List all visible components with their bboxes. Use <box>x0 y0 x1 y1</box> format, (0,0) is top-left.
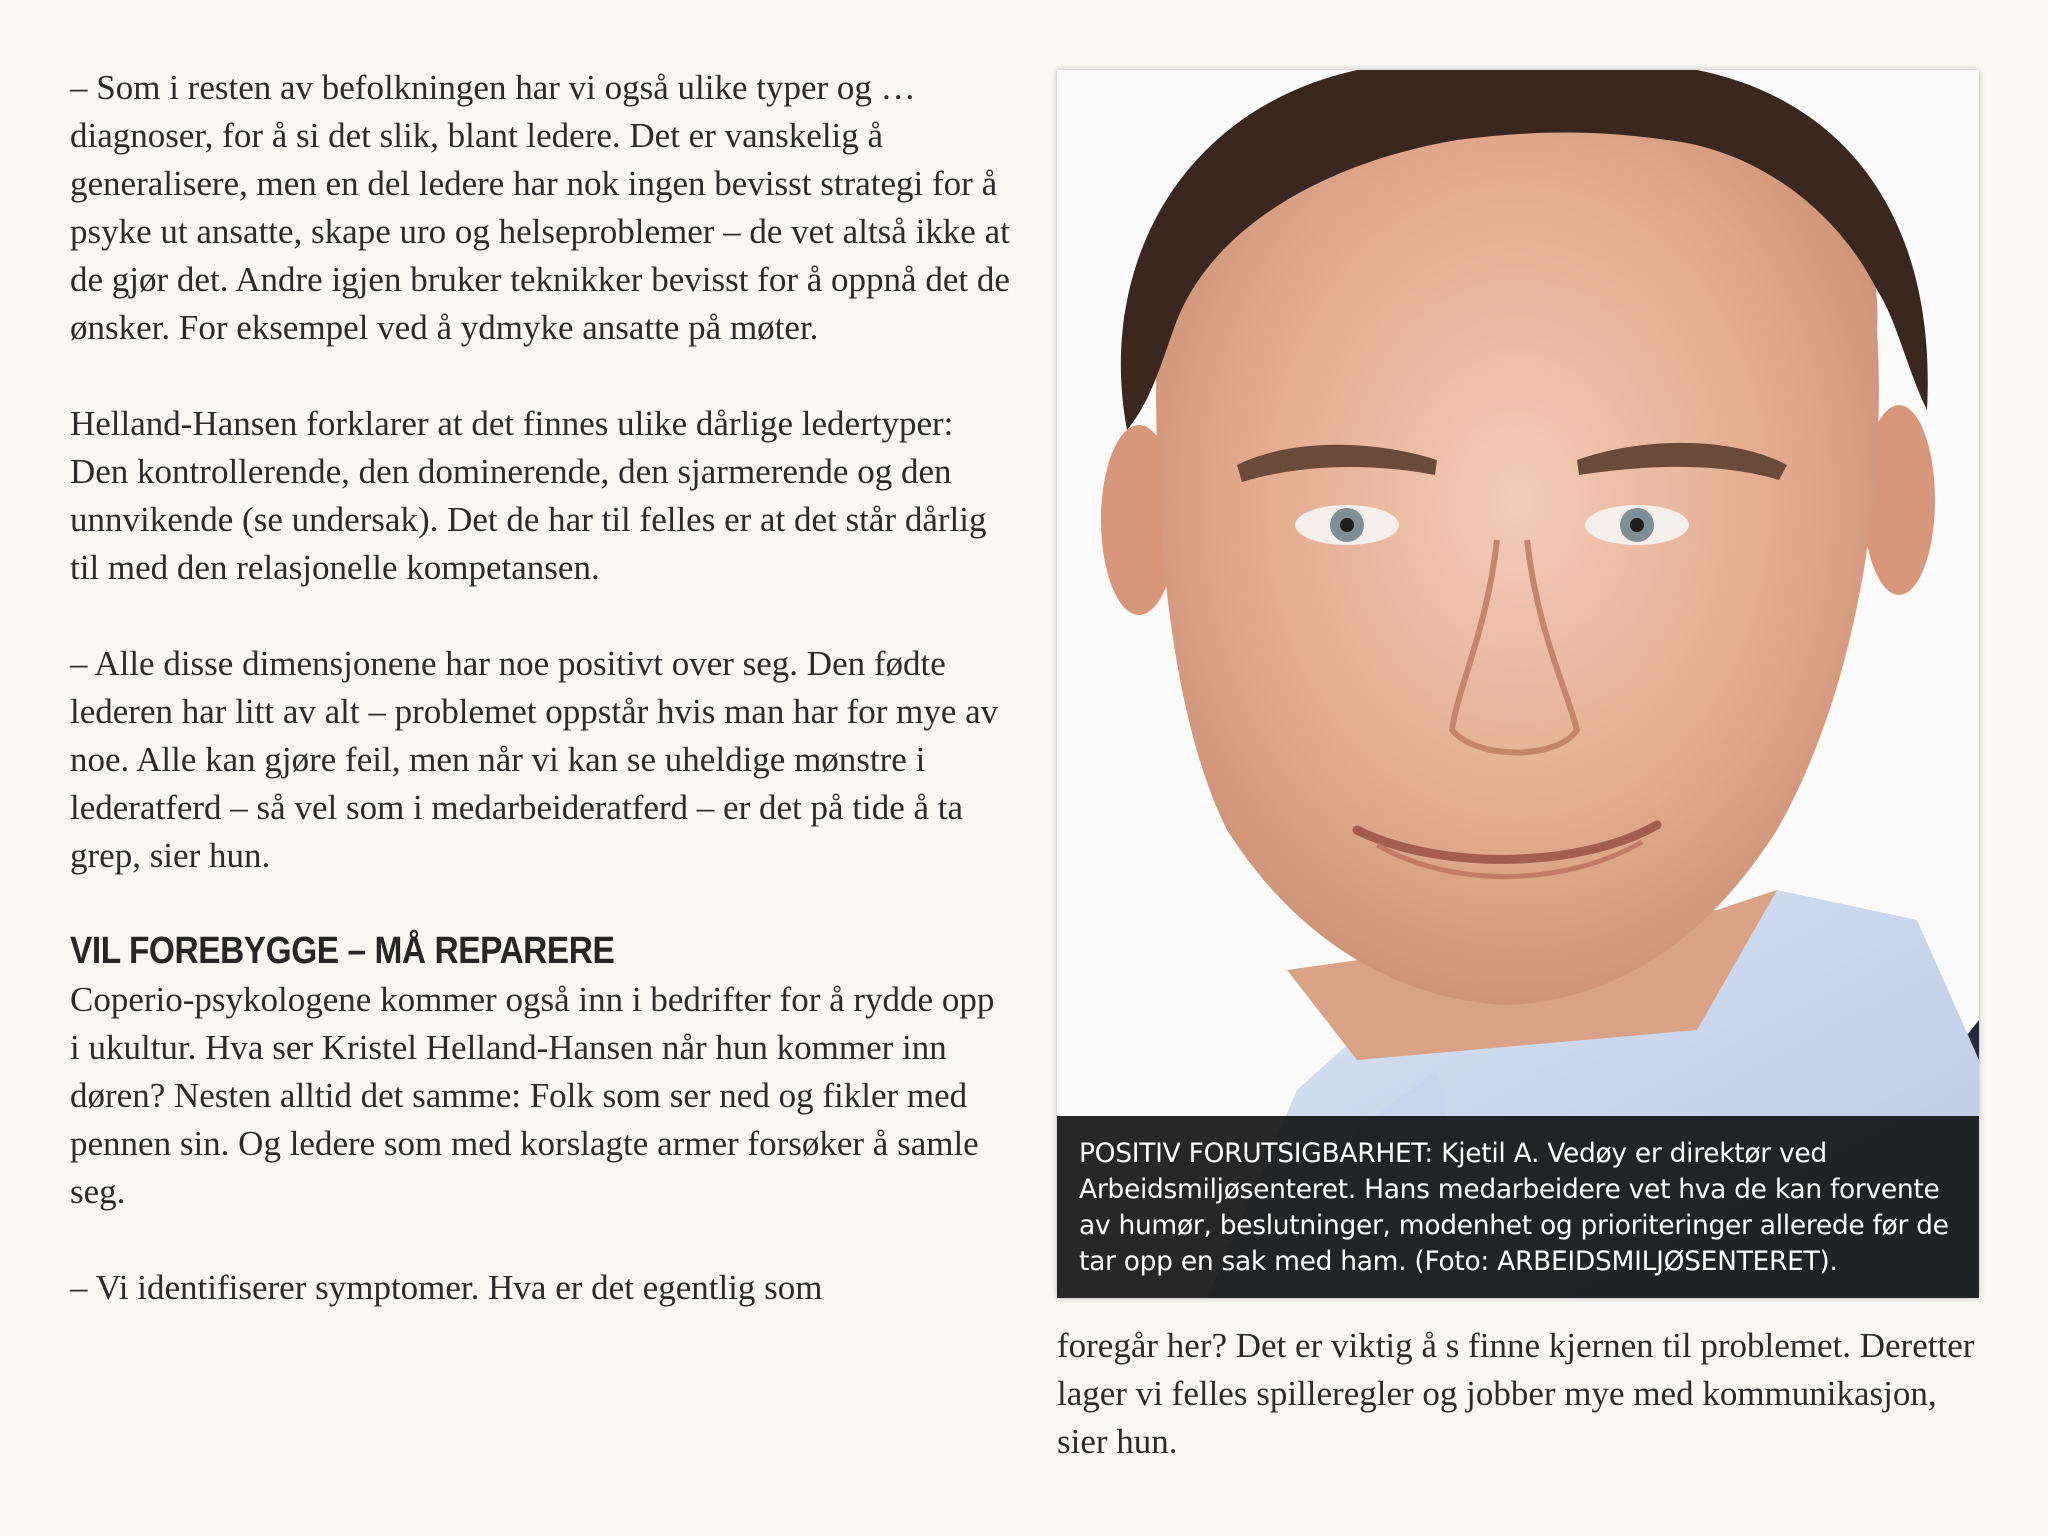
section-heading: VIL FOREBYGGE – MÅ REPARERE <box>70 930 615 972</box>
paragraph-5: – Vi identifiserer symptomer. Hva er det egentlig som <box>70 1268 823 1307</box>
article-right-column <box>1057 70 1981 1466</box>
paragraph-2: Helland-Hansen forklarer at det finnes ulike dårlige ledertyper: Den kontrollerende, den dominerende, den sjarmerende og den unnvikende (se undersak). Det de har til felles er at det står dårlig til med den relasjonelle kompetansen. <box>70 404 987 587</box>
paragraph-3: – Alle disse dimensjonene har noe positivt over seg. Den fødte lederen har litt av alt – problemet oppstår hvis man har for mye av noe. Alle kan gjøre feil, men når vi kan se uheldige mønstre i lederatferd – så vel som i medarbeideratferd – er det på tide å ta grep, sier hun. <box>70 644 999 875</box>
portrait-figure <box>1057 70 1979 1298</box>
portrait-photo <box>1057 70 1979 1298</box>
photo-caption: POSITIV FORUTSIGBARHET: Kjetil A. Vedøy er direktør ved Arbeidsmiljøsenteret. Hans medarbeidere vet hva de kan forvente av humør, beslutninger, modenhet og prioriteringer allerede før de tar opp en sak med ham. (Foto: ARBEIDSMILJØSENTERET). <box>1057 1116 1979 1298</box>
paragraph-continuation: foregår her? Det er viktig å s finne kjernen til problemet. Deretter lager vi felles spilleregler og jobber mye med kommunikasjon, sier hun. <box>1057 1326 1975 1461</box>
paragraph-1: – Som i resten av befolkningen har vi også ulike typer og … diagnoser, for å si det slik, blant ledere. Det er vanskelig å generalisere, men en del ledere har nok ingen bevisst strategi for å psyke ut ansatte, skape uro og helseproblemer – de vet altså ikke at de gjør det. Andre igjen bruker teknikker bevisst for å oppnå det de ønsker. For eksempel ved å ydmyke ansatte på møter. <box>70 68 1010 347</box>
article-left-column <box>70 64 1010 1312</box>
paragraph-4: Coperio-psykologene kommer også inn i bedrifter for å rydde opp i ukultur. Hva ser Kristel Helland-Hansen når hun kommer inn døren? Nesten alltid det samme: Folk som ser ned og fikler med pennen sin. Og ledere som med korslagte armer forsøker å samle seg. <box>70 980 995 1211</box>
